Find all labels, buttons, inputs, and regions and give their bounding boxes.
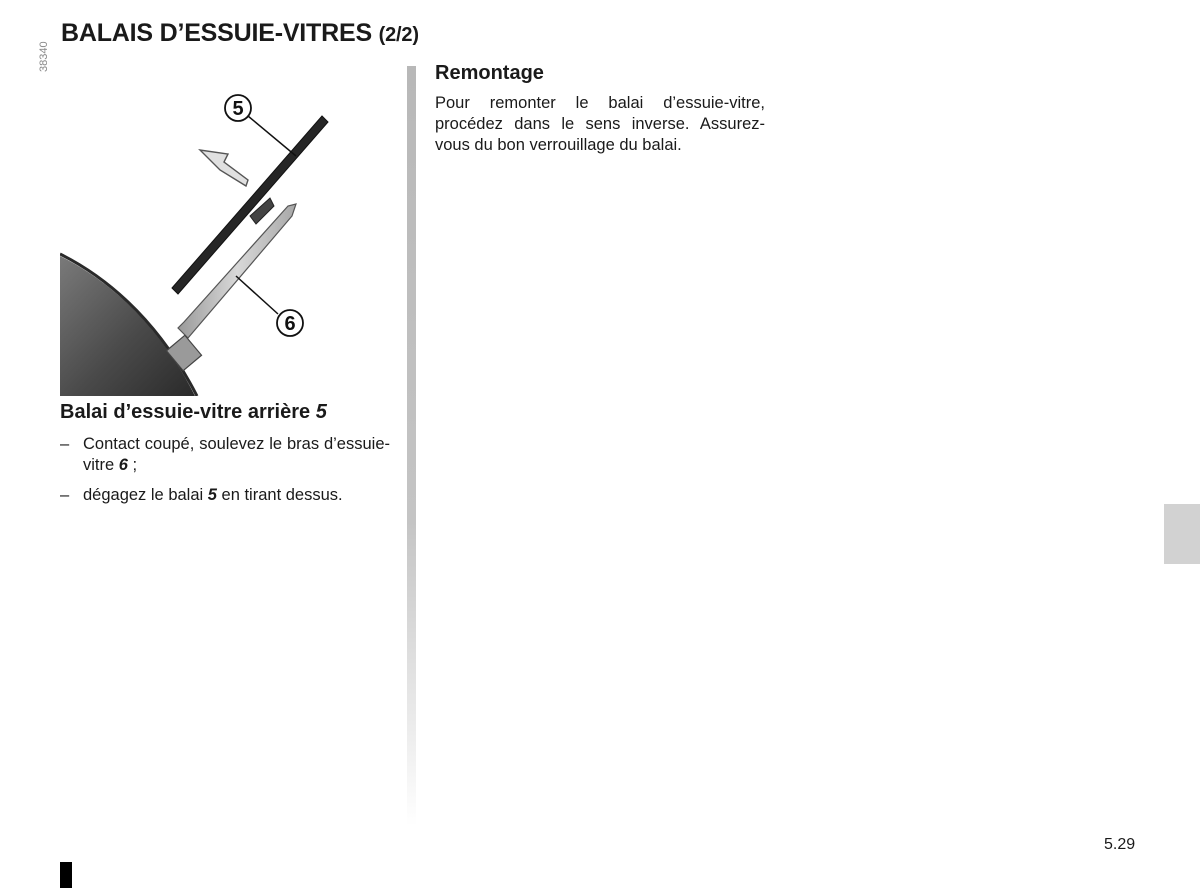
removal-heading: [60, 401, 390, 424]
removal-heading-ref: 5: [315, 401, 327, 423]
step-dash: –: [60, 486, 70, 504]
step-text: Contact coupé, soulevez le bras d’essuie-vitre: [83, 435, 390, 474]
page-title: [61, 19, 419, 48]
callout-6: 6: [284, 313, 296, 335]
title-page-indicator: (2/2): [378, 24, 419, 46]
page-number: 5.29: [1104, 836, 1136, 853]
step-item: [60, 434, 390, 476]
step-item: [60, 485, 390, 506]
pull-direction-arrow: [200, 150, 248, 186]
removal-heading-text: Balai d’essuie-vitre arrière: [60, 401, 311, 423]
step-dash: –: [60, 435, 70, 453]
reassembly-text: Pour remonter le balai d’essuie-vitre, procédez dans le sens inverse. Assurez-vous du bon verrouillage du balai.: [435, 94, 765, 154]
wiper-illustration: [60, 66, 390, 396]
step-text-end: ;: [127, 456, 138, 474]
chapter-tab: [1164, 504, 1200, 564]
title-text: BALAIS D’ESSUIE-VITRES: [61, 19, 372, 47]
left-column: [60, 401, 390, 515]
reassembly-heading: Remontage: [435, 62, 544, 84]
wiper-drawing: [60, 66, 390, 396]
removal-steps: [60, 434, 390, 506]
callout-5: 5: [232, 98, 244, 120]
figure-reference-code: 38340: [38, 41, 50, 72]
corner-mark: [60, 862, 72, 888]
right-column: [435, 62, 765, 156]
wiper-blade-shape: [172, 116, 328, 294]
step-text: dégagez le balai: [83, 486, 208, 504]
step-ref: 5: [207, 486, 217, 504]
step-ref: 6: [118, 456, 128, 474]
step-text-end: en tirant dessus.: [216, 486, 343, 504]
column-divider: [407, 66, 416, 826]
car-body-shape: [60, 256, 195, 396]
